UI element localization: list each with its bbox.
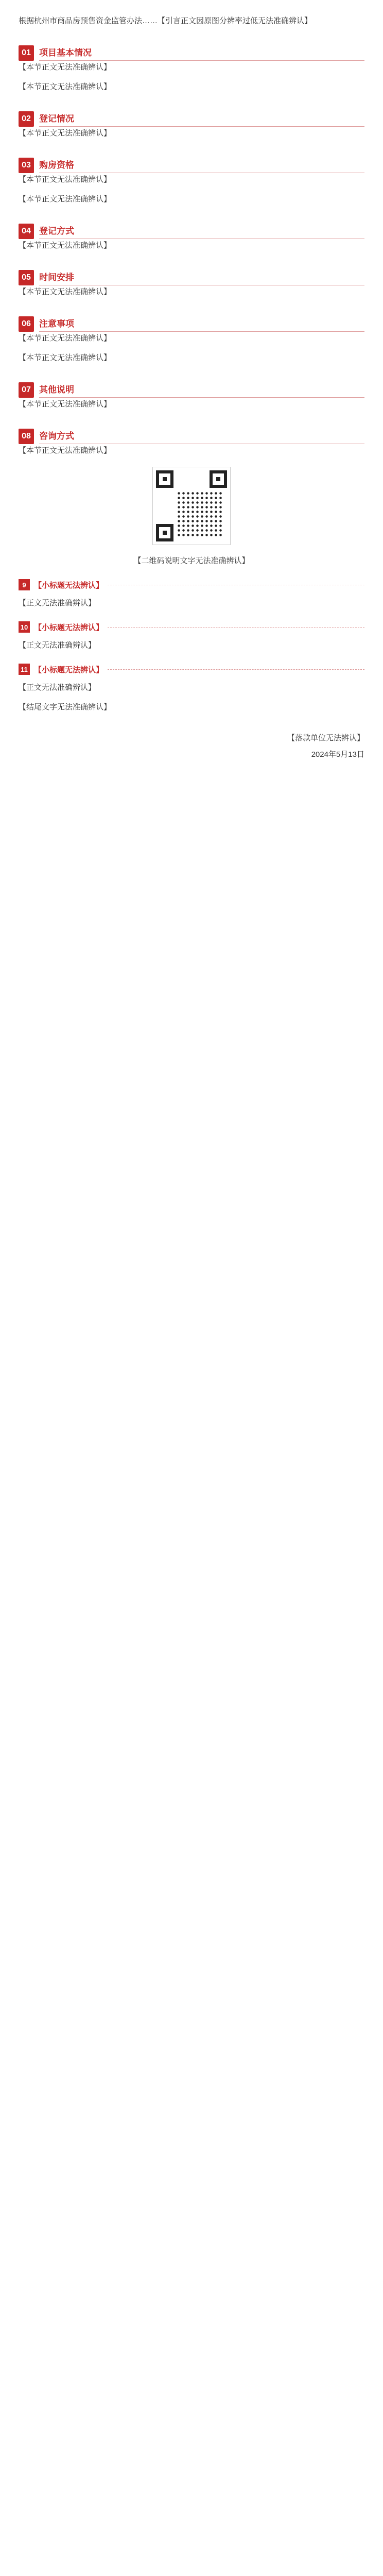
document (0, 0, 383, 785)
section-paragraph: 【本节正文无法准确辨认】 (19, 175, 112, 184)
sections (19, 45, 364, 457)
section-number: 07 (19, 382, 34, 398)
subsection-title: 【小标题无法辨认】 (34, 581, 104, 590)
section-header (19, 270, 364, 285)
section-header (19, 158, 364, 173)
section-paragraph: 【本节正文无法准确辨认】 (19, 129, 112, 138)
section-header (19, 316, 364, 332)
divider (108, 584, 364, 585)
section-paragraph: 【本节正文无法准确辨认】 (19, 400, 112, 409)
section-number: 04 (19, 224, 34, 239)
section-title: 咨询方式 (39, 429, 364, 444)
section (19, 111, 364, 140)
section-header (19, 224, 364, 239)
section-paragraph: 【本节正文无法准确辨认】 (19, 287, 112, 296)
footer-org: 【落款单位无法辨认】 (287, 734, 364, 742)
section-number: 08 (19, 429, 34, 444)
subsection-title: 【小标题无法辨认】 (34, 623, 104, 632)
divider (108, 626, 364, 628)
section-title: 登记方式 (39, 224, 364, 239)
section-header (19, 111, 364, 127)
subsection-header (19, 579, 364, 590)
section-paragraph: 【本节正文无法准确辨认】 (19, 334, 112, 343)
section (19, 270, 364, 299)
footer-date: 2024年5月13日 (311, 750, 364, 759)
section-title: 项目基本情况 (39, 45, 364, 61)
subsection-number: 9 (19, 579, 30, 590)
subsection-header (19, 664, 364, 675)
section-header (19, 382, 364, 398)
subsection-paragraph: 【正文无法准确辨认】 (19, 641, 96, 650)
section-number: 01 (19, 45, 34, 61)
section-header (19, 429, 364, 444)
section (19, 429, 364, 457)
section-paragraph: 【本节正文无法准确辨认】 (19, 82, 112, 91)
section-number: 02 (19, 111, 34, 127)
section-title: 登记情况 (39, 111, 364, 127)
subsection-number: 11 (19, 664, 30, 675)
section-paragraph: 【本节正文无法准确辨认】 (19, 195, 112, 204)
subsection-title: 【小标题无法辨认】 (34, 665, 104, 674)
section-number: 05 (19, 270, 34, 285)
subsection-header (19, 621, 364, 633)
section-paragraph: 【本节正文无法准确辨认】 (19, 63, 112, 72)
intro-paragraph: 根据杭州市商品房预售资金监管办法……【引言正文因原图分辨率过低无法准确辨认】 (19, 16, 312, 25)
section-paragraph: 【本节正文无法准确辨认】 (19, 446, 112, 455)
subsection-number: 10 (19, 621, 30, 633)
section-title: 时间安排 (39, 270, 364, 285)
qr-block (19, 467, 364, 545)
qr-code-icon (152, 467, 231, 545)
section-number: 06 (19, 316, 34, 332)
section-title: 购房资格 (39, 158, 364, 173)
section (19, 158, 364, 206)
section (19, 382, 364, 411)
section (19, 316, 364, 365)
qr-caption: 【二维码说明文字无法准确辨认】 (133, 556, 250, 565)
section-paragraph: 【本节正文无法准确辨认】 (19, 241, 112, 250)
footer (19, 732, 364, 761)
subsection-paragraph: 【正文无法准确辨认】 (19, 683, 96, 692)
section-number: 03 (19, 158, 34, 173)
section-header (19, 45, 364, 61)
subsections (19, 579, 364, 694)
divider (108, 669, 364, 670)
section-title: 其他说明 (39, 382, 364, 398)
subsection-paragraph: 【正文无法准确辨认】 (19, 599, 96, 607)
section (19, 45, 364, 94)
section-paragraph: 【本节正文无法准确辨认】 (19, 353, 112, 362)
closing-paragraph: 【结尾文字无法准确辨认】 (19, 703, 112, 711)
section-title: 注意事项 (39, 316, 364, 332)
section (19, 224, 364, 252)
